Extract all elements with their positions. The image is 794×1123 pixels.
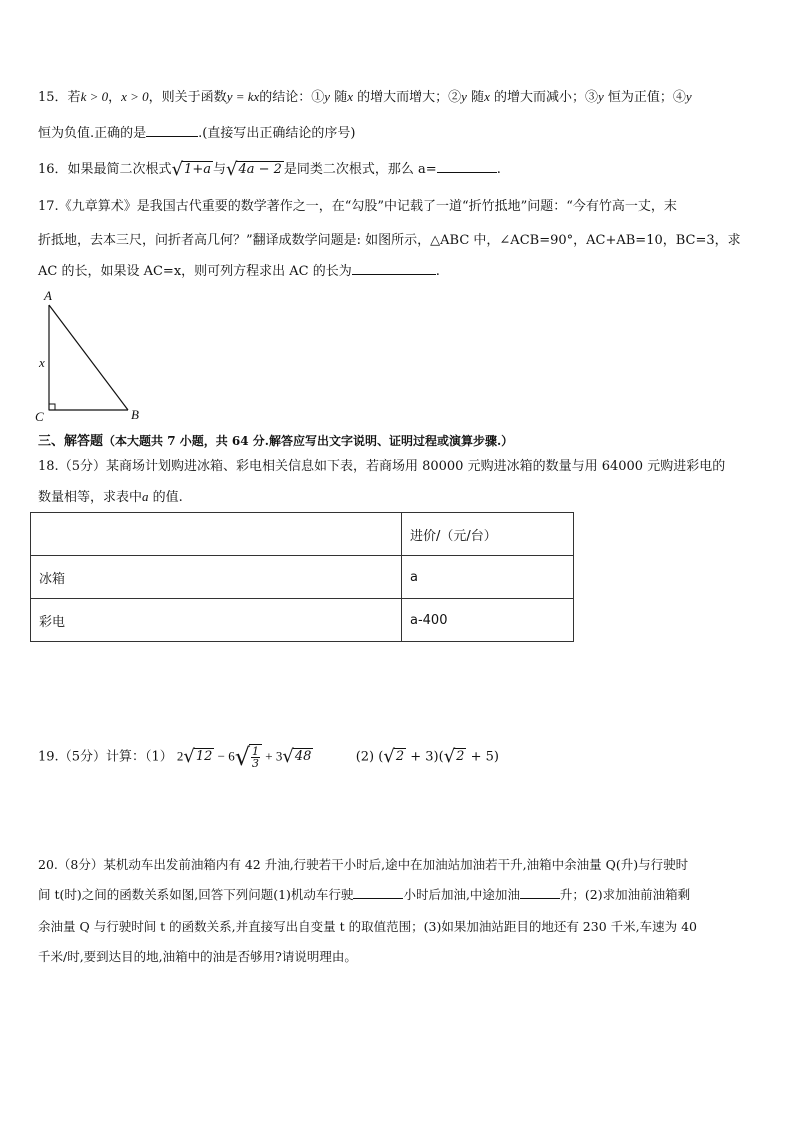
- q16-radical-2: √ 4a − 2: [225, 158, 282, 180]
- q18-price-table: [30, 512, 574, 642]
- q20-number: 20.: [38, 857, 58, 872]
- q16-line: 16．如果最简二次根式 √ 1+a 与 √ 4a − 2 是同类二次根式，那么 a= .: [38, 158, 501, 180]
- table-header-cell: [31, 513, 402, 556]
- table-header-cell: 进价/（元/台）: [402, 513, 574, 556]
- section3-note: （本大题共 7 小题，共 64 分.解答应写出文字说明、证明过程或演算步骤.）: [103, 434, 514, 448]
- sqrt-sign-icon: √: [234, 743, 251, 771]
- table-header-row: [31, 513, 574, 556]
- q15-number: 15．: [38, 90, 68, 105]
- section3-heading: [38, 432, 513, 451]
- q19-fraction: $\frac{1}{3}$: [252, 745, 260, 770]
- q20-line1: 20.（8分）某机动车出发前油箱内有 42 升油,行驶若干小时后,途中在加油站加油若干升,油箱中余油量 Q(升)与行驶时: [38, 857, 689, 872]
- vertex-label-b: B: [131, 407, 139, 422]
- q20-line3: 余油量 Q 与行驶时间 t 的函数关系,并直接写出自变量 t 的取值范围；(3)如果加油站距目的地还有 230 千米,车速为 40: [38, 919, 697, 934]
- side-label-x: x: [39, 355, 45, 370]
- q19-line: 19.（5分）计算：（1） 2 √ 12 − 6 √ $\frac{1}{3}$ + 3 √ 48 (2) ( √ 2 + 3)( √ 2 + 5): [38, 743, 499, 771]
- q17-triangle-figure: [30, 288, 150, 423]
- sqrt-sign-icon: √: [183, 746, 195, 767]
- q20-hours-blank[interactable]: [353, 886, 403, 899]
- q15-line2: 恒为负值.正确的是 .(直接写出正确结论的序号): [38, 126, 356, 141]
- sqrt-sign-icon: √: [171, 158, 184, 180]
- section3-title: 三、解答题: [38, 434, 104, 449]
- q19-radical-12: √ 12: [183, 746, 213, 767]
- q18-number: 18.: [38, 459, 59, 474]
- q18-line1: 18.（5分）某商场计划购进冰箱、彩电相关信息如下表，若商场用 80000 元购进冰箱的数量与用 64000 元购进彩电的: [38, 459, 726, 474]
- table-row: [31, 599, 574, 642]
- right-angle-mark: [49, 404, 55, 410]
- q16-radical-1: √ 1+a: [171, 158, 211, 180]
- q20-line4: 千米/时,要到达目的地,油箱中的油是否够用?请说明理由。: [38, 949, 357, 964]
- table-cell: a-400: [402, 599, 574, 642]
- q20-line2: 间 t(时)之间的函数关系如图,回答下列问题(1)机动车行驶 小时后加油,中途加油 升；(2)求加油前油箱剩: [38, 887, 691, 902]
- sqrt-sign-icon: √: [225, 158, 238, 180]
- q19-radical-48: √ 48: [282, 746, 312, 767]
- q19-radical-2b: √ 2: [443, 746, 465, 767]
- sqrt-sign-icon: √: [383, 746, 395, 767]
- q16-answer-blank[interactable]: [437, 160, 497, 173]
- q15-function: y = kx: [226, 89, 260, 104]
- vertex-label-c: C: [35, 409, 44, 423]
- q19-radical-frac: [235, 744, 262, 770]
- q17-line2: 折抵地，去本三尺，问折者高几何？”翻译成数学问题是: 如图所示，△ABC 中，∠ACB=90°，AC+AB=10，BC=3，求: [38, 233, 741, 248]
- side-ab: [49, 305, 128, 410]
- table-cell: 彩电: [31, 599, 402, 642]
- q17-line3: AC 的长，如果设 AC=x，则可列方程求出 AC 的长为 .: [38, 264, 440, 279]
- sqrt-sign-icon: √: [443, 746, 456, 767]
- q20-liters-blank[interactable]: [520, 886, 560, 899]
- table-cell: a: [402, 556, 574, 599]
- q17-number: 17.: [38, 199, 59, 214]
- sqrt-sign-icon: √: [282, 746, 294, 767]
- q15-cond-x: x > 0: [121, 89, 149, 104]
- q16-number: 16．: [38, 162, 68, 177]
- table-row: [31, 556, 574, 599]
- q15-cond-k: k > 0: [80, 89, 109, 104]
- q19-number: 19.: [38, 749, 59, 765]
- q17-answer-blank[interactable]: [352, 262, 436, 275]
- q17-line1: 17.《九章算术》是我国古代重要的数学著作之一，在“勾股”中记载了一道“折竹抵地”问题：“今有竹高一丈，末: [38, 199, 677, 214]
- q15-line1: 15．若k > 0，x > 0，则关于函数y = kx的结论：①y 随x 的增大而增大；②y 随x 的增大而减小；③y 恒为正值；④y: [38, 89, 692, 105]
- vertex-label-a: A: [44, 288, 52, 303]
- q19-radical-2a: √ 2: [383, 746, 405, 767]
- table-cell: 冰箱: [31, 556, 402, 599]
- q18-line2: 数量相等，求表中a 的值.: [38, 489, 183, 505]
- q15-answer-blank[interactable]: [146, 124, 198, 137]
